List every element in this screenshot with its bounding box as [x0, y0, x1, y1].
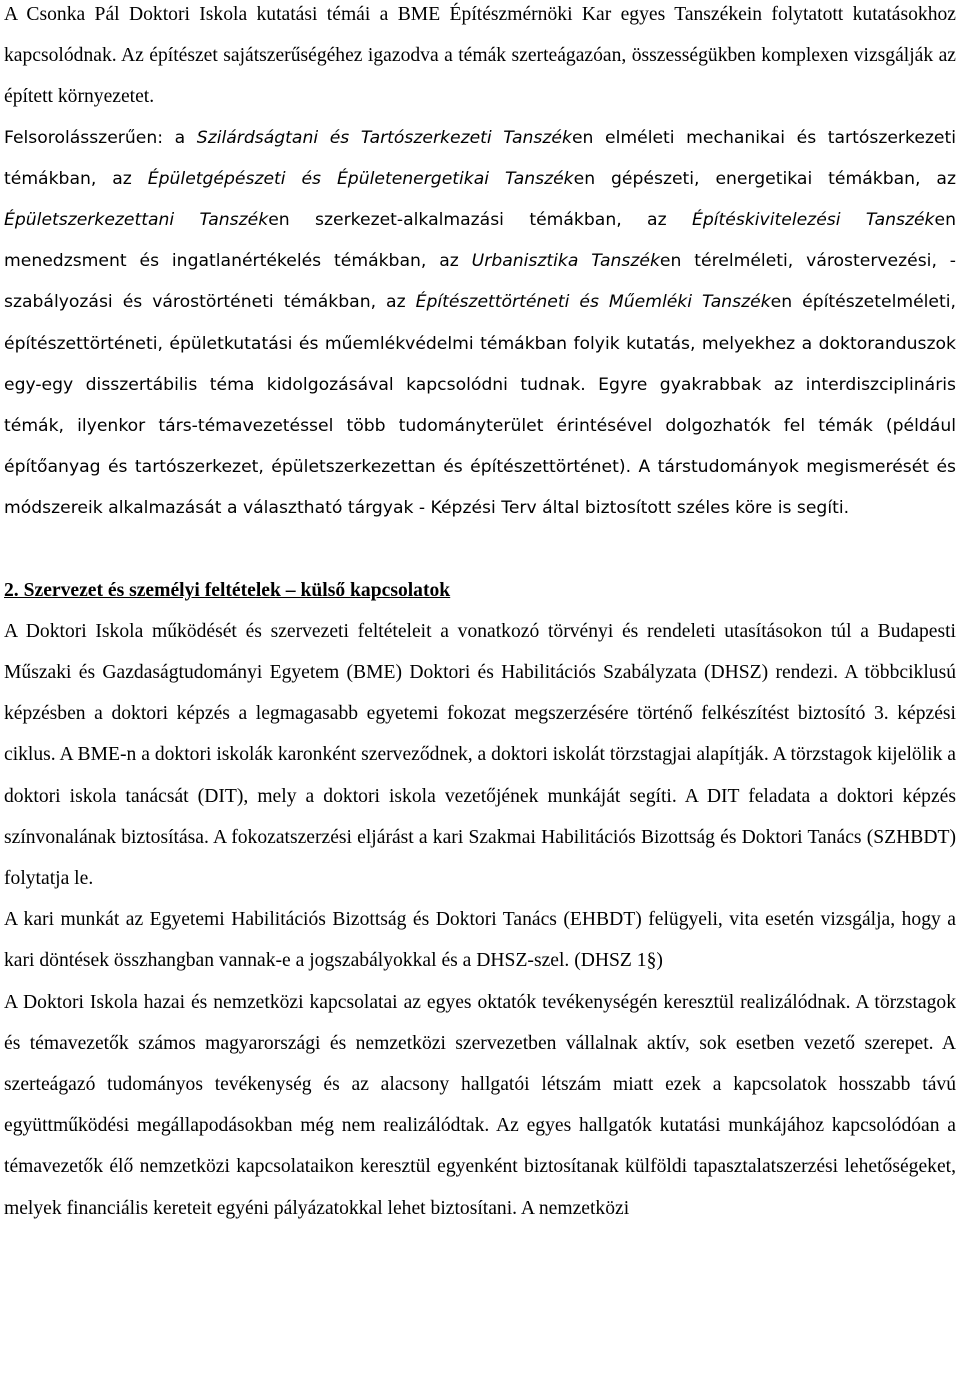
paragraph-relations: A Doktori Iskola hazai és nemzetközi kapcsolatai az egyes oktatók tevékenységén keresztül realizálódnak. A törzstagok és témavezetők számos magyarországi és nemzetközi szervezetben vállalnak aktív, sok esetben vezető szerepet. A szerteágazó tudományos tevékenység és az alacsony hallgatói létszám miatt ezek a kapcsolatok hosszabb távú együttműködési megállapodásokban még nem realizálódtak. Az egyes hallgatók kutatási munkájához kapcsolódóan a témavezetők élő nemzetközi kapcsolataikon keresztül egyenként biztosítanak külföldi tapasztalatszerzési lehetőségeket, melyek financiális kereteit egyéni pályázatokkal lehet biztosítani. A nemzetközi [4, 991, 956, 1219]
paragraph-organization: A Doktori Iskola működését és szervezeti feltételeit a vonatkozó törvényi és rendeleti utasításokon túl a Budapesti Műszaki és Gazdaságtudományi Egyetem (BME) Doktori és Habilitációs Szabályzata (DHSZ) rendezi. A többciklusú képzésben a doktori képzés a legmagasabb egyetemi fokozat megszerzésére történő felkészítést biztosító 3. képzési ciklus. A BME-n a doktori iskolák karonként szerveződnek, a doktori iskolát törzstagjai alapítják. A törzstagok kijelölik a doktori iskola tanácsát (DIT), mely a doktori iskola vezetőjének munkáját segíti. A DIT feladata a doktori képzés színvonalának biztosítása. A fokozatszerzési eljárást a kari Szakmai Habilitációs Bizottság és Doktori Tanács (SZHBDT) folytatja le. [4, 620, 956, 890]
paragraph-text: en építészetelméleti, építészettörténeti, épületkutatási és műemlékvédelmi témákban folyik kutatás, melyekhez a doktoranduszok egy-egy disszertábilis téma kidolgozásával kapcsolódni tudnak. Egyre gyakrabbak az interdiszciplináris témák, ilyenkor társ-témavezetéssel több tudományterület érintésével dolgozhatók fel témák (például építőanyag és tartószerkezet, épületszerkezettan és építészettörténet). A társtudományok megismerését és módszereik alkalmazását a választható tárgyak - Képzési Terv által biztosított széles köre is segíti. [4, 292, 956, 519]
paragraph-supervision: A kari munkát az Egyetemi Habilitációs Bizottság és Doktori Tanács (EHBDT) felügyeli, vita esetén vizsgálja, hogy a kari döntések összhangban vannak-e a jogszabályokkal és a DHSZ-szel. (DHSZ 1§) [4, 909, 956, 972]
department-name: Építészettörténeti és Műemléki Tanszék [415, 292, 771, 313]
section-heading: 2. Szervezet és személyi feltételek – külső kapcsolatok [4, 579, 451, 601]
paragraph-text: en térelméleti, várostervezési, -szabályozási és várostörténeti témákban, az [4, 251, 956, 313]
paragraph-text: en elméleti mechanikai és tartószerkezeti témákban, az [4, 127, 957, 189]
department-name: Épületszerkezettani Tanszék [4, 210, 269, 231]
department-name: Épületgépészeti és Épületenergetikai Tanszék [147, 168, 574, 189]
department-name: Építéskivitelezési Tanszék [692, 210, 935, 231]
paragraph-text: en szerkezet-alkalmazási témákban, az [268, 210, 693, 231]
paragraph-departments [4, 118, 956, 530]
paragraph-research-topics: A Csonka Pál Doktori Iskola kutatási témái a BME Építészmérnöki Kar egyes Tanszékein folytatott kutatásokhoz kapcsolódnak. Az építészet sajátszerűségéhez igazodva a témák szerteágazóan, összességükben komplexen vizsgálják az épített környezetet. [4, 4, 956, 108]
paragraph-text: en menedzsment és ingatlanértékelés témákban, az [4, 210, 956, 272]
document-page [4, 0, 956, 1229]
department-name: Szilárdságtani és Tartószerkezeti Tanszék [196, 127, 572, 148]
paragraph-text: Felsorolásszerűen: a [4, 127, 197, 148]
department-name: Urbanisztika Tanszék [471, 251, 660, 272]
paragraph-text: en gépészeti, energetikai témákban, az [573, 168, 956, 189]
